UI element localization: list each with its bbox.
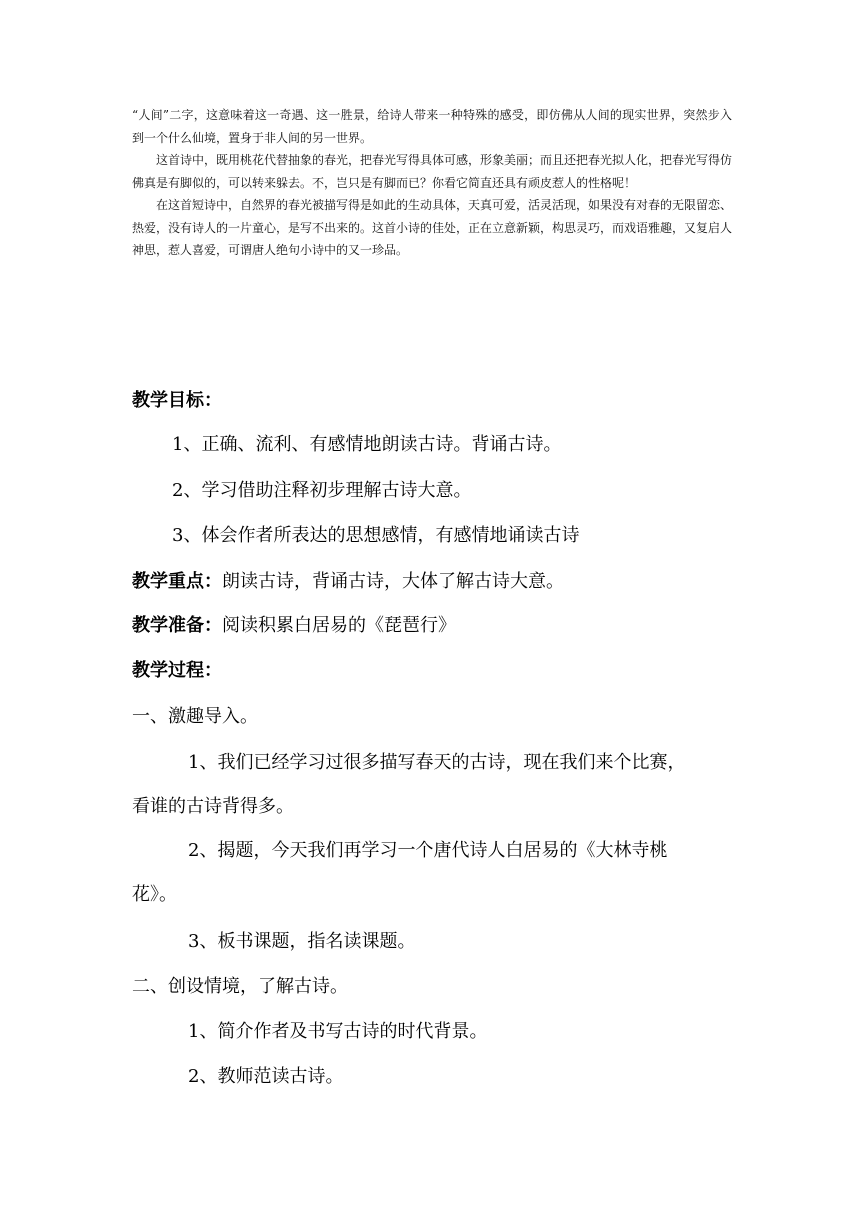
section-2-title: 二、创设情境，了解古诗。 [132,976,348,997]
goal-item-3: 3、体会作者所表达的思想感情，有感情地诵读古诗 [172,525,580,546]
intro-text [132,104,732,262]
section-2-item-2: 2、教师范读古诗。 [188,1066,344,1087]
prep-text: 阅读积累白居易的《琵琶行》 [222,615,456,636]
section-1-item-2-cont: 花》。 [132,884,177,905]
goal-item-2: 2、学习借助注释初步理解古诗大意。 [172,480,472,501]
focus-label: 教学重点： [132,571,222,592]
section-1-item-3: 3、板书课题，指名读课题。 [188,931,416,952]
focus-text: 朗读古诗，背诵古诗，大体了解古诗大意。 [222,571,564,592]
section-1-item-1-cont: 看谁的古诗背得多。 [132,796,294,817]
process-heading: 教学过程： [132,660,222,681]
section-1-item-2: 2、揭题，今天我们再学习一个唐代诗人白居易的《大林寺桃 [188,840,668,861]
intro-paragraph-1: “人间”二字，这意味着这一奇遇、这一胜景，给诗人带来一种特殊的感受，即仿佛从人间的现实世界，突然步入到一个什么仙境，置身于非人间的另一世界。 [132,108,732,145]
section-1-title: 一、激趣导入。 [132,706,258,727]
intro-paragraph-3: 在这首短诗中，自然界的春光被描写得是如此的生动具体，天真可爱，活灵活现，如果没有对春的无限留恋、热爱，没有诗人的一片童心，是写不出来的。这首小诗的佳处，正在立意新颖，构思灵巧，而戏语雅趣，又复启人神思，惹人喜爱，可谓唐人绝句小诗中的又一珍品。 [132,198,733,257]
intro-paragraph-2: 这首诗中，既用桃花代替抽象的春光，把春光写得具体可感，形象美丽；而且还把春光拟人化，把春光写得仿佛真是有脚似的，可以转来躲去。不，岂只是有脚而已？你看它简直还具有顽皮惹人的性格呢！ [132,153,733,190]
section-1-item-1: 1、我们已经学习过很多描写春天的古诗，现在我们来个比赛， [188,752,686,773]
goals-heading: 教学目标： [132,390,222,411]
prep-label: 教学准备： [132,615,222,636]
goal-item-1: 1、正确、流利、有感情地朗读古诗。背诵古诗。 [172,434,562,455]
prep-line [132,611,456,637]
focus-line [132,567,564,593]
section-2-item-1: 1、简介作者及书写古诗的时代背景。 [188,1021,488,1042]
